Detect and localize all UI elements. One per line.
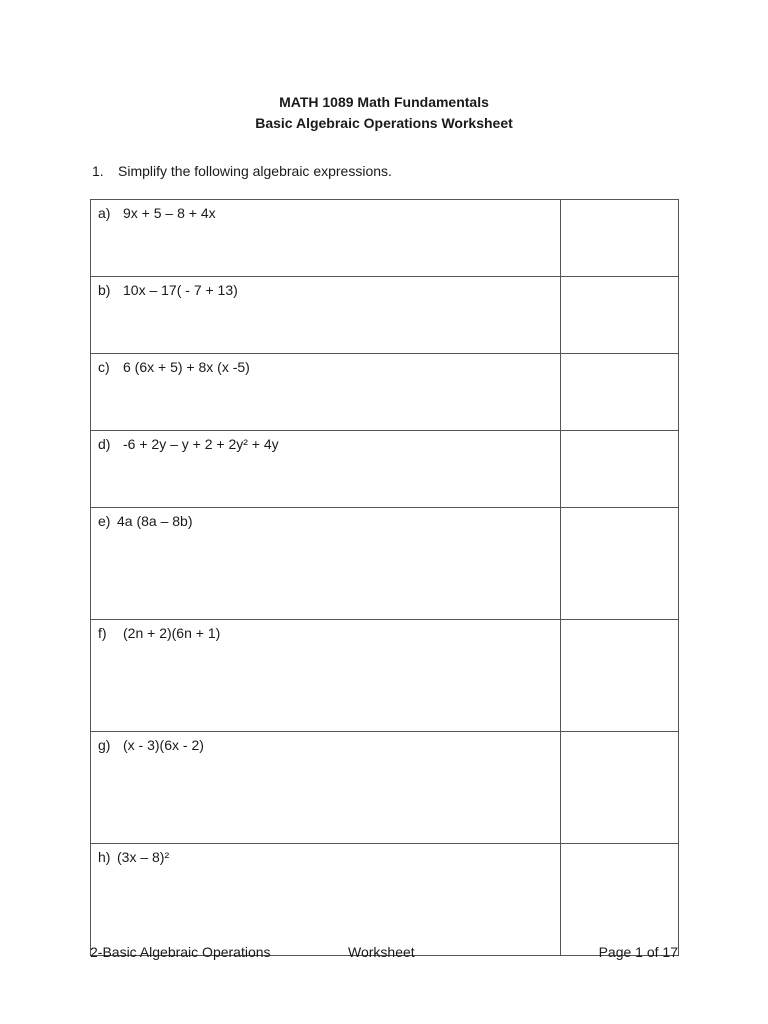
section-number: 1. bbox=[92, 163, 104, 179]
problem-cell bbox=[91, 620, 561, 732]
answer-cell bbox=[561, 508, 679, 620]
table-row bbox=[91, 200, 679, 277]
problem-letter: d) bbox=[98, 436, 111, 452]
problem-expression: 10x – 17( - 7 + 13) bbox=[123, 282, 238, 298]
answer-cell bbox=[561, 844, 679, 956]
footer-chapter: 2-Basic Algebraic Operations bbox=[90, 944, 271, 960]
answer-cell bbox=[561, 732, 679, 844]
problem-cell bbox=[91, 732, 561, 844]
answer-cell bbox=[561, 277, 679, 354]
problem-letter: c) bbox=[98, 359, 110, 375]
table-row bbox=[91, 431, 679, 508]
problem-cell bbox=[91, 508, 561, 620]
problem-expression: (2n + 2)(6n + 1) bbox=[123, 625, 221, 641]
answer-cell bbox=[561, 620, 679, 732]
table-row bbox=[91, 732, 679, 844]
answer-cell bbox=[561, 431, 679, 508]
instruction-text: Simplify the following algebraic expressions. bbox=[118, 163, 392, 179]
problem-letter: b) bbox=[98, 282, 111, 298]
table-row bbox=[91, 620, 679, 732]
worksheet-title: Basic Algebraic Operations Worksheet bbox=[255, 115, 513, 131]
problem-letter: f) bbox=[98, 625, 107, 641]
problem-cell bbox=[91, 200, 561, 277]
problem-letter: h) bbox=[98, 849, 111, 865]
section-instruction bbox=[92, 162, 392, 180]
problem-expression: (3x – 8)² bbox=[117, 849, 170, 865]
answer-cell bbox=[561, 200, 679, 277]
footer-page-number: Page 1 of 17 bbox=[598, 944, 678, 960]
problem-expression: 4a (8a – 8b) bbox=[117, 513, 193, 529]
problem-cell bbox=[91, 844, 561, 956]
table-row bbox=[91, 277, 679, 354]
problem-cell bbox=[91, 431, 561, 508]
problem-letter: a) bbox=[98, 205, 111, 221]
problem-expression: 9x + 5 – 8 + 4x bbox=[123, 205, 216, 221]
course-title: MATH 1089 Math Fundamentals bbox=[279, 94, 489, 110]
problem-expression: -6 + 2y – y + 2 + 2y² + 4y bbox=[123, 436, 279, 452]
problem-letter: e) bbox=[98, 513, 111, 529]
table-row bbox=[91, 844, 679, 956]
footer-doc-type: Worksheet bbox=[348, 944, 415, 960]
problem-letter: g) bbox=[98, 737, 111, 753]
problem-expression: 6 (6x + 5) + 8x (x -5) bbox=[123, 359, 250, 375]
table-row bbox=[91, 508, 679, 620]
problem-expression: (x - 3)(6x - 2) bbox=[123, 737, 204, 753]
table-row bbox=[91, 354, 679, 431]
answer-cell bbox=[561, 354, 679, 431]
problem-cell bbox=[91, 354, 561, 431]
problem-cell bbox=[91, 277, 561, 354]
problems-table bbox=[90, 199, 679, 956]
